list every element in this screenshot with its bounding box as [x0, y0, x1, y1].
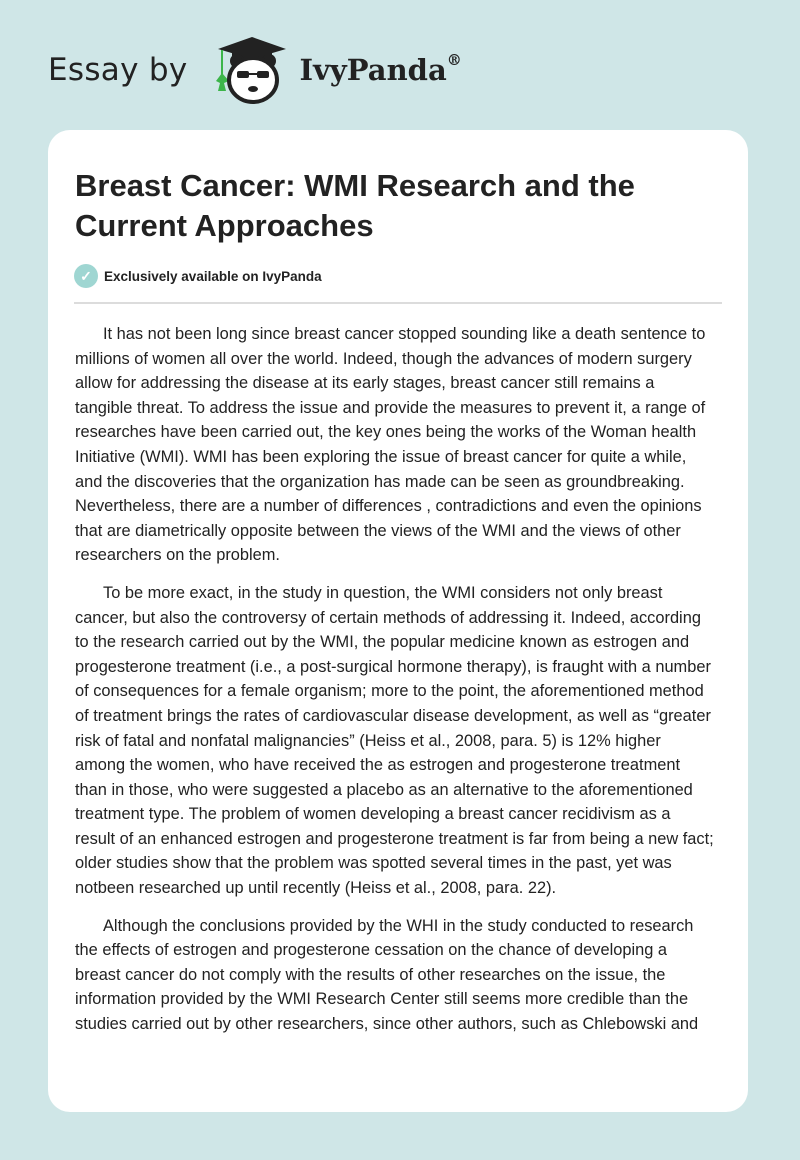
- paragraph-line: notbeen researched up until recently (Heiss et al., 2008, para. 22).: [75, 879, 557, 898]
- paragraph-line: tangible threat. To address the issue and provide the measures to prevent it, a range of: [75, 398, 706, 417]
- essay-body: [75, 322, 735, 1050]
- essay-by-label: Essay by: [48, 52, 188, 88]
- paragraph-line: researchers on the problem.: [75, 546, 280, 565]
- brand-name: [300, 53, 462, 87]
- paragraph-line: risk of fatal and nonfatal malignancies” (Heiss et al., 2008, para. 5) is 12% higher: [75, 731, 661, 750]
- essay-title: Breast Cancer: WMI Research and the Current Approaches: [75, 168, 635, 243]
- paragraph-line: that are diametrically opposite between the views of the WMI and the views of other: [75, 521, 681, 540]
- paragraph-line: Nevertheless, there are a number of differences , contradictions and even the opinions: [75, 497, 702, 516]
- paragraph-line: the effects of estrogen and progesterone cessation on the chance of developing a: [75, 941, 667, 960]
- registered-mark: ®: [446, 51, 462, 69]
- essay-card: [48, 130, 748, 1112]
- paragraph-line: Although the conclusions provided by the WHI in the study conducted to research: [103, 916, 694, 935]
- paragraph-line: millions of women all over the world. Indeed, though the advances of modern surgery: [75, 349, 692, 368]
- paragraph-line: older studies show that the problem was spotted several times in the past, yet was: [75, 854, 672, 873]
- essay-paragraph: [75, 914, 735, 1037]
- paragraph-line: To be more exact, in the study in question, the WMI considers not only breast: [103, 583, 663, 602]
- essay-paragraph: [75, 581, 735, 901]
- paragraph-line: studies carried out by other researchers, since other authors, such as Chlebowski and: [75, 1015, 699, 1034]
- paragraph-line: than in those, who were suggested a placebo as an alternative to the aforementioned: [75, 780, 693, 799]
- brand-text: IvyPanda: [299, 53, 447, 87]
- paragraph-line: among the women, who have received the as estrogen and progesterone treatment: [75, 756, 681, 775]
- paragraph-line: information provided by the WMI Research Center still seems more credible than the: [75, 990, 689, 1009]
- paragraph-line: allow for addressing the disease at its early stages, breast cancer still remains a: [75, 374, 655, 393]
- paragraph-line: to the research carried out by the WMI, the popular medicine known as estrogen and: [75, 633, 690, 652]
- checkmark-icon: ✓: [74, 264, 98, 288]
- paragraph-line: Initiative (WMI). WMI has been exploring the issue of breast cancer for quite a while,: [75, 447, 687, 466]
- brand-header: [48, 40, 462, 100]
- paragraph-line: of consequences for a female organism; more to the point, the aforementioned method: [75, 682, 704, 701]
- paragraph-line: cancer, but also the controversy of certain methods of addressing it. Indeed, according: [75, 608, 701, 627]
- paragraph-line: treatment type. The problem of women developing a breast cancer recidivism as a: [75, 805, 671, 824]
- essay-paragraph: [75, 322, 735, 568]
- paragraph-line: breast cancer do not comply with the results of other researches on the issue, the: [75, 965, 666, 984]
- paragraph-line: researches have been carried out, the key ones being the works of the Woman health: [75, 423, 697, 442]
- paragraph-line: progesterone treatment (i.e., a post-surgical hormone therapy), is fraught with a number: [75, 657, 711, 676]
- panda-logo-icon: [204, 35, 292, 105]
- exclusive-badge: [74, 264, 322, 288]
- paragraph-line: result of an enhanced estrogen and progesterone treatment is far from being a new fact;: [75, 829, 714, 848]
- paragraph-line: of treatment brings the rates of cardiovascular disease development, as well as “greater: [75, 706, 711, 725]
- divider: [74, 302, 722, 304]
- exclusive-label: Exclusively available on IvyPanda: [104, 268, 322, 284]
- paragraph-line: It has not been long since breast cancer stopped sounding like a death sentence to: [103, 325, 706, 343]
- paragraph-line: and the discoveries that the organization has made can be seen as groundbreaking.: [75, 472, 685, 491]
